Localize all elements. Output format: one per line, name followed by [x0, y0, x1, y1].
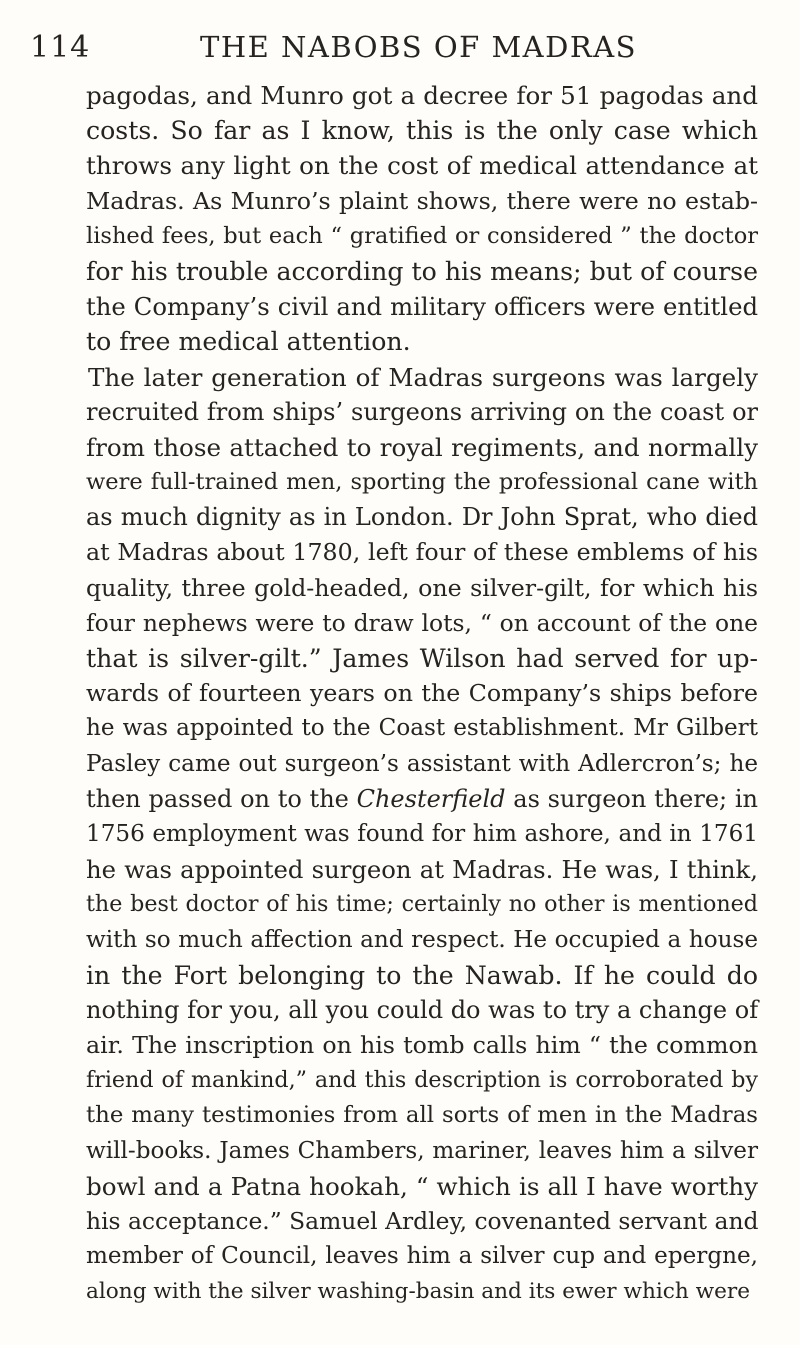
text-line: the many testimonies from all sorts of men in the Madras	[86, 1102, 758, 1129]
text-line: bowl and a Patna hookah, “ which is all I have worthy	[86, 1171, 758, 1201]
text-line: pagodas, and Munro got a decree for 51 pagodas and	[86, 81, 758, 110]
body-text	[86, 78, 758, 1310]
text-line: to free medical attention.	[86, 327, 411, 357]
text-line: the best doctor of his time; certainly no other is mentioned	[86, 891, 758, 918]
text-line: in the Fort belonging to the Nawab. If he could do	[86, 960, 758, 990]
text-line: nothing for you, all you could do was to try a change of	[86, 995, 759, 1024]
text-line: friend of mankind,” and this description is corroborated by	[86, 1067, 758, 1094]
text-line: The later generation of Madras surgeons was largely	[88, 362, 758, 392]
text-line: four nephews were to draw lots, “ on account of the one	[86, 608, 758, 637]
page-number: 114	[30, 30, 91, 65]
text-line: with so much affection and respect. He occupied a house	[86, 926, 758, 953]
running-head	[30, 30, 730, 70]
book-title: THE NABOBS OF MADRAS	[200, 30, 638, 64]
text-line: Pasley came out surgeon’s assistant with Adlercron’s; he	[86, 750, 758, 777]
text-line: 1756 employment was found for him ashore, and in 1761	[86, 820, 758, 847]
text-line: member of Council, leaves him a silver cup and epergne,	[86, 1243, 758, 1270]
text-line: lished fees, but each “ gratified or considered ” the doctor	[86, 222, 758, 249]
text-line-with-ship-name	[86, 782, 758, 817]
text-line: recruited from ships’ surgeons arriving on the coast or	[86, 397, 758, 426]
text-line: along with the silver washing-basin and its ewer which were	[86, 1279, 750, 1305]
text-line: wards of fourteen years on the Company’s ships before	[86, 679, 758, 708]
text-line: quality, three gold-headed, one silver-gilt, for which his	[86, 573, 758, 602]
text-line: from those attached to royal regiments, and normally	[86, 432, 758, 462]
text-line: for his trouble according to his means; but of course	[86, 256, 758, 286]
text-line: his acceptance.” Samuel Ardley, covenanted servant and	[86, 1207, 759, 1235]
text-line: he was appointed surgeon at Madras. He was, I think,	[86, 855, 758, 885]
text-line: that is silver-gilt.” James Wilson had served for up-	[86, 644, 758, 673]
text-line: at Madras about 1780, left four of these emblems of his	[86, 538, 758, 567]
text-line: air. The inscription on his tomb calls him “ the common	[86, 1031, 758, 1060]
text-span: as surgeon there; in	[505, 784, 758, 813]
paragraph	[86, 360, 758, 1310]
paragraph	[86, 78, 758, 360]
text-line: will-books. James Chambers, mariner, leaves him a silver	[86, 1137, 758, 1164]
text-line: Madras. As Munro’s plaint shows, there were no estab-	[86, 186, 758, 215]
text-line: as much dignity as in London. Dr John Sprat, who died	[86, 503, 758, 532]
text-line: throws any light on the cost of medical attendance at	[86, 151, 758, 181]
ship-name: Chesterfield	[356, 784, 506, 813]
text-line: he was appointed to the Coast establishment. Mr Gilbert	[86, 715, 758, 742]
text-line: were full-trained men, sporting the professional cane with	[86, 469, 758, 496]
text-span: then passed on to the	[86, 784, 357, 813]
text-line: costs. So far as I know, this is the only case which	[86, 116, 758, 146]
text-line: the Company’s civil and military officers were entitled	[86, 292, 758, 322]
